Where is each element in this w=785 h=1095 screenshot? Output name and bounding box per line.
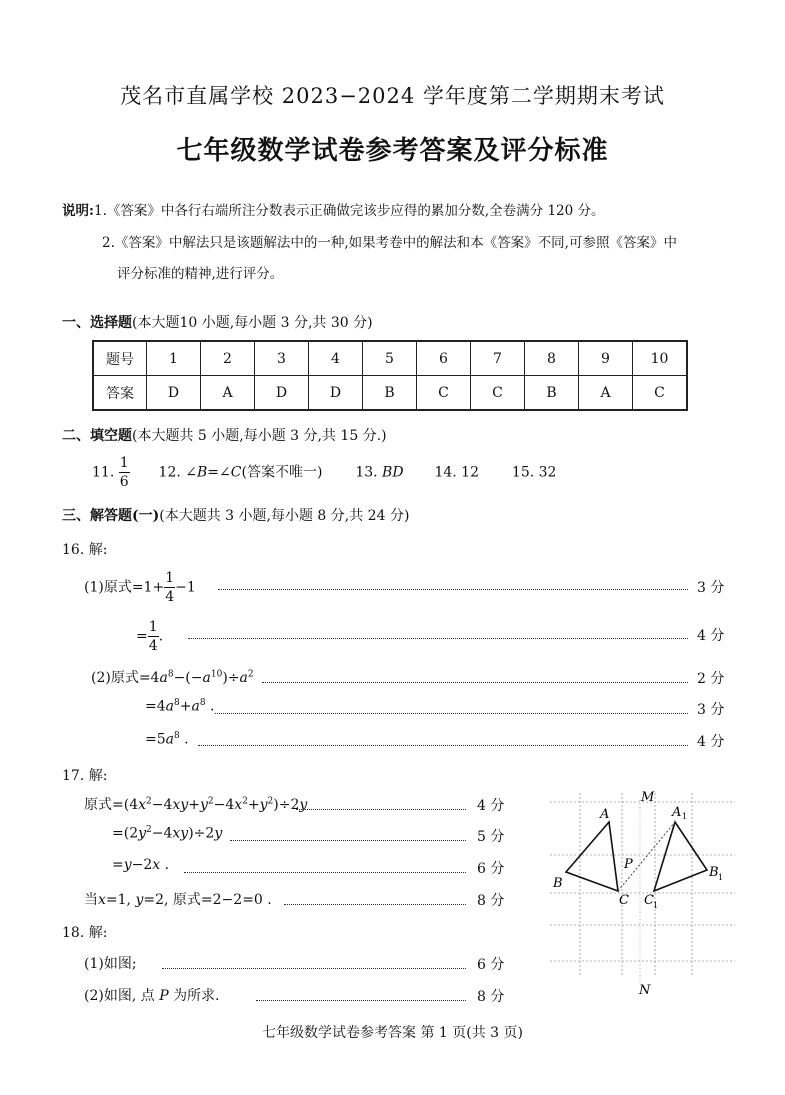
q17-line2: $=(2y^2-4xy)\div 2y$ (112, 825, 223, 842)
q16-part2-line2: $=4a^8+a^8$ . (145, 698, 215, 715)
q16-p1b-suffix: . (158, 628, 164, 645)
section-2-heading (62, 425, 387, 445)
q12-note: (答案不唯一) (241, 464, 323, 481)
table-cell: 4 (309, 341, 363, 376)
triangle-a1b1c1 (654, 822, 707, 891)
table-cell: 1 (147, 341, 201, 376)
q13-answer: BD (382, 464, 404, 481)
table-cell: 2 (201, 341, 255, 376)
label-a1: A (672, 805, 682, 820)
q18-line1-score: 6 分 (477, 957, 505, 973)
table-cell: 10 (633, 341, 688, 376)
q18-line1: (1)如图; (84, 956, 137, 972)
dot-leader (198, 745, 688, 746)
q18-line2-score: 8 分 (477, 989, 505, 1005)
label-c: C (619, 893, 629, 908)
q12-eq: = (207, 464, 220, 481)
grid-figure (540, 785, 740, 1000)
q18-line2 (84, 985, 220, 1005)
label-c1-sub: 1 (653, 901, 659, 910)
q17-line3-score: 6 分 (477, 861, 505, 877)
q16-p1b-prefix: = (136, 628, 148, 645)
table-cell: C (633, 376, 688, 411)
dot-leader (296, 809, 466, 810)
table-cell: D (255, 376, 309, 411)
table-cell: D (147, 376, 201, 411)
dot-leader (162, 968, 466, 969)
q16-p2c-score: 4 分 (697, 734, 725, 750)
q16-p2-score: 2 分 (697, 671, 725, 687)
q18-line2-point: P (159, 988, 169, 1004)
dot-leader (188, 638, 688, 639)
q17-line1-prefix: 原式= (84, 797, 124, 813)
q17-line1-score: 4 分 (477, 798, 505, 814)
q16-p1-numerator: 1 (165, 570, 175, 586)
q11-denominator: 6 (119, 474, 129, 490)
notes-label: 说明: (62, 203, 94, 219)
answer-table (92, 340, 688, 411)
row-label-number: 题号 (93, 341, 147, 376)
table-cell: C (471, 376, 525, 411)
q17-line2-score: 5 分 (477, 829, 505, 845)
section-3-desc: (本大题共 3 小题,每小题 8 分,共 24 分) (159, 508, 410, 524)
table-cell: C (417, 376, 471, 411)
q16-part2-line3: $=5a^8$ . (145, 731, 189, 748)
q17-line3: =y−2x . (112, 857, 170, 873)
dot-leader (262, 682, 688, 683)
q17-line4: 当x=1, y=2, 原式=2−2=0 . (84, 892, 272, 908)
q14-answer: 14. 12 (434, 464, 479, 481)
dot-leader (215, 713, 688, 714)
q18-label: 18. 解: (62, 925, 108, 941)
q16-p1b-numerator: 1 (148, 619, 158, 635)
row-label-answer: 答案 (93, 376, 147, 411)
q18-line2-suffix: 为所求. (173, 988, 220, 1004)
table-cell: B (363, 376, 417, 411)
table-cell: 6 (417, 341, 471, 376)
section-2-desc: (本大题共 5 小题,每小题 3 分,共 15 分.) (132, 428, 387, 444)
exam-title: 茂名市直属学校 2023−2024 学年度第二学期期末考试 (120, 84, 665, 108)
label-b1: B (709, 865, 719, 880)
dot-leader (284, 904, 466, 905)
q16-part1-line2 (136, 620, 163, 653)
q12-angle-c: ∠C (219, 464, 242, 481)
q16-p1b-fraction (148, 620, 159, 653)
q16-p1-fraction (164, 571, 175, 604)
q17-line1: 原式$=(4x^2-4xy+y^2-4x^2+y^2)\div 2y$ (84, 796, 308, 813)
dot-leader (184, 872, 466, 873)
q16-label: 16. 解: (62, 542, 108, 558)
q16-p1-prefix: (1)原式=1+ (84, 579, 165, 596)
label-c1: C (644, 893, 654, 908)
q12-label: 12. (158, 464, 181, 481)
table-cell: 3 (255, 341, 309, 376)
table-row-numbers (93, 341, 687, 376)
table-cell: 9 (579, 341, 633, 376)
q16-part2-line1: (2)原式$=4a^8-(-a^{10})\div a^2$ (91, 669, 254, 686)
table-cell: B (525, 376, 579, 411)
q16-p1b-denominator: 4 (148, 638, 158, 654)
q16-p1-suffix: −1 (175, 579, 196, 596)
q17-label: 17. 解: (62, 768, 108, 784)
q12-angle-b: ∠B (185, 464, 208, 481)
q17-line4-prefix: 当 (84, 892, 98, 908)
q18-line2-prefix: (2)如图, 点 (84, 988, 155, 1004)
q16-p1-denominator: 4 (165, 589, 175, 605)
page-footer: 七年级数学试卷参考答案 第 1 页(共 3 页) (262, 1025, 523, 1041)
q17-line4-rest: , 原式=2−2=0 . (164, 892, 272, 908)
label-p: P (624, 857, 633, 872)
table-cell: 5 (363, 341, 417, 376)
notes-line-1 (62, 199, 605, 219)
grid-lines (550, 793, 735, 975)
note-1: 1.《答案》中各行右端所注分数表示正确做完该步应得的累加分数,全卷满分 120 分。 (93, 203, 605, 219)
q11-label: 11. (92, 464, 115, 481)
q16-part1-line1 (84, 571, 196, 604)
table-cell: 7 (471, 341, 525, 376)
label-a1-sub: 1 (682, 812, 688, 821)
q16-p2b-score: 3 分 (697, 702, 725, 718)
label-a: A (600, 807, 610, 822)
section-3-title: 三、解答题(一) (62, 508, 160, 524)
q17-line4-score: 8 分 (477, 893, 505, 909)
q13-label: 13. (355, 464, 378, 481)
q16-p1b-score: 4 分 (697, 628, 725, 644)
q16-p1-score: 3 分 (697, 580, 725, 596)
note-2-line-1: 2.《答案》中解法只是该题解法中的一种,如果考卷中的解法和本《答案》不同,可参照《答案》中 (102, 235, 677, 251)
table-cell: A (579, 376, 633, 411)
dot-leader (230, 840, 466, 841)
answer-key-title: 七年级数学试卷参考答案及评分标准 (176, 136, 609, 166)
label-b: B (553, 876, 563, 891)
label-n: N (639, 983, 651, 998)
dot-leader (256, 1000, 466, 1001)
section-1-desc: (本大题10 小题,每小题 3 分,共 30 分) (132, 315, 373, 331)
q11-numerator: 1 (119, 455, 129, 471)
note-2-line-2: 评分标准的精神,进行评分。 (117, 266, 284, 282)
q15-answer: 15. 32 (511, 464, 557, 481)
dot-leader (218, 589, 688, 590)
table-cell: A (201, 376, 255, 411)
fill-in-answers (92, 456, 556, 489)
section-2-title: 二、填空题 (62, 428, 132, 444)
section-1-title: 一、选择题 (62, 315, 132, 331)
section-1-heading (62, 312, 373, 332)
table-row-answers (93, 376, 687, 411)
section-3-heading (62, 505, 409, 525)
table-cell: D (309, 376, 363, 411)
q11-fraction (119, 456, 130, 489)
label-m: M (641, 790, 655, 805)
triangle-abc (566, 822, 618, 891)
label-b1-sub: 1 (718, 873, 724, 882)
q16-p2-prefix: (2)原式=4 (91, 670, 160, 686)
table-cell: 8 (525, 341, 579, 376)
